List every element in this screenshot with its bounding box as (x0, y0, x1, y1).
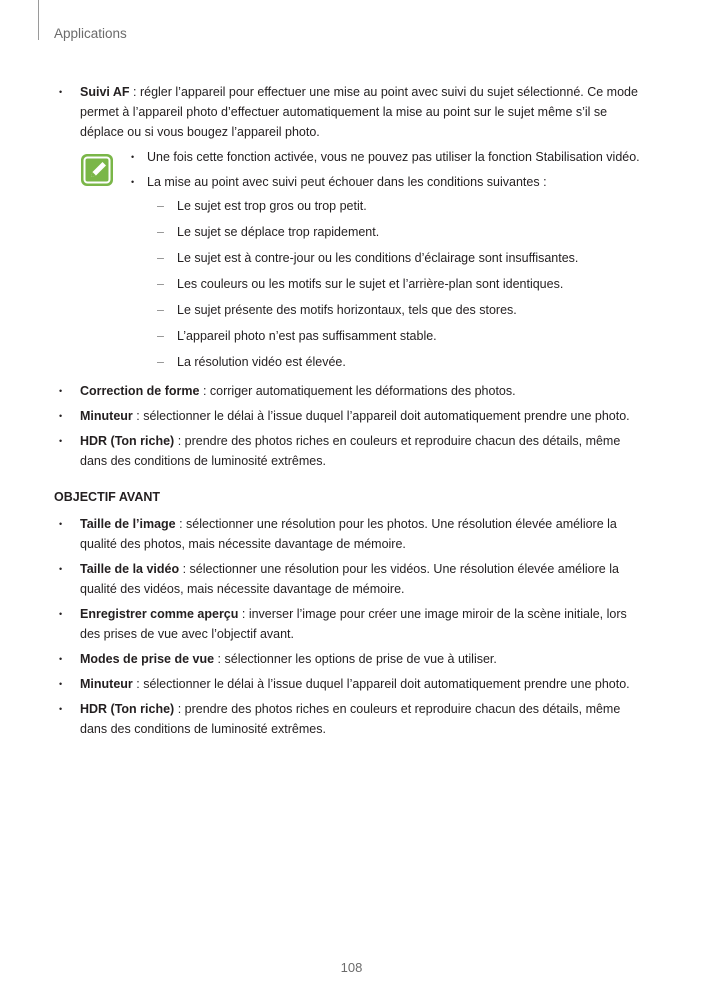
option-description: : sélectionner une résolution pour les vidéos. Une résolution élevée améliore la qualité des vidéos, mais nécessite davantage de mémoire. (80, 562, 619, 596)
option-suivi-af (54, 82, 650, 142)
rear-options-list (54, 82, 650, 142)
condition-item: – La résolution vidéo est élevée. (147, 352, 650, 372)
note-item (123, 172, 650, 372)
option-description: : sélectionner le délai à l’issue duquel l’appareil doit automatiquement prendre une photo. (132, 677, 630, 691)
option-term: Minuteur (80, 677, 133, 691)
page-header-title: Applications (54, 26, 127, 41)
option-description: : sélectionner les options de prise de vue à utiliser. (214, 652, 497, 666)
option-term: Correction de forme (80, 384, 200, 398)
option-description: : inverser l’image pour créer une image miroir de la scène initiale, lors des prises de vue avec l’objectif avant. (80, 607, 627, 641)
condition-item: – Le sujet présente des motifs horizontaux, tels que des stores. (147, 300, 650, 320)
option-term: HDR (Ton riche) (80, 702, 175, 716)
header-rule (38, 0, 39, 40)
conditions-list (147, 196, 650, 372)
note-list (123, 147, 650, 372)
option-description: : sélectionner le délai à l’issue duquel l’appareil doit automatiquement prendre une photo. (132, 409, 630, 423)
option-description: : corriger automatiquement les déformations des photos. (199, 384, 516, 398)
option-term: Enregistrer comme aperçu (80, 607, 239, 621)
option-description: : sélectionner une résolution pour les photos. Une résolution élevée améliore la qualité des photos, mais nécessite davantage de mémoire. (80, 517, 617, 551)
option-hdr (54, 431, 650, 471)
option-term: HDR (Ton riche) (80, 434, 175, 448)
option-minuteur (54, 406, 650, 426)
option-modes-prise-de-vue (54, 649, 650, 669)
option-taille-video (54, 559, 650, 599)
note-item-text: La mise au point avec suivi peut échouer dans les conditions suivantes : (147, 175, 547, 189)
note-item: • Une fois cette fonction activée, vous ne pouvez pas utiliser la fonction Stabilisation vidéo. (123, 147, 650, 167)
note-box (54, 147, 650, 372)
option-term: Minuteur (80, 409, 133, 423)
note-pencil-icon (80, 153, 114, 187)
option-term: Modes de prise de vue (80, 652, 215, 666)
option-enregistrer-apercu (54, 604, 650, 644)
option-description: : régler l’appareil pour effectuer une mise au point avec suivi du sujet sélectionné. Ce mode permet à l’appareil photo d’effectuer automatiquement la mise au point sur le sujet même s’il se déplace ou si vous bougez l’appareil photo. (80, 85, 638, 139)
condition-item: – Le sujet est trop gros ou trop petit. (147, 196, 650, 216)
option-description: : prendre des photos riches en couleurs et reproduire chacun des détails, même dans des conditions de luminosité extrêmes. (80, 434, 621, 468)
condition-item: – Les couleurs ou les motifs sur le sujet et l’arrière-plan sont identiques. (147, 274, 650, 294)
option-description: : prendre des photos riches en couleurs et reproduire chacun des détails, même dans des conditions de luminosité extrêmes. (80, 702, 621, 736)
page-number: 108 (340, 960, 363, 975)
condition-item: – L’appareil photo n’est pas suffisamment stable. (147, 326, 650, 346)
option-term: Suivi AF (80, 85, 130, 99)
option-hdr-avant (54, 699, 650, 739)
option-term: Taille de l’image (80, 517, 176, 531)
condition-item: – Le sujet se déplace trop rapidement. (147, 222, 650, 242)
rear-options-list-continued (54, 381, 650, 471)
front-options-list (54, 514, 650, 739)
option-term: Taille de la vidéo (80, 562, 180, 576)
option-correction-de-forme (54, 381, 650, 401)
page-content (54, 82, 650, 744)
condition-item: – Le sujet est à contre-jour ou les conditions d’éclairage sont insuffisantes. (147, 248, 650, 268)
option-minuteur-avant (54, 674, 650, 694)
section-heading-objectif-avant: OBJECTIF AVANT (54, 490, 161, 504)
option-taille-image (54, 514, 650, 554)
